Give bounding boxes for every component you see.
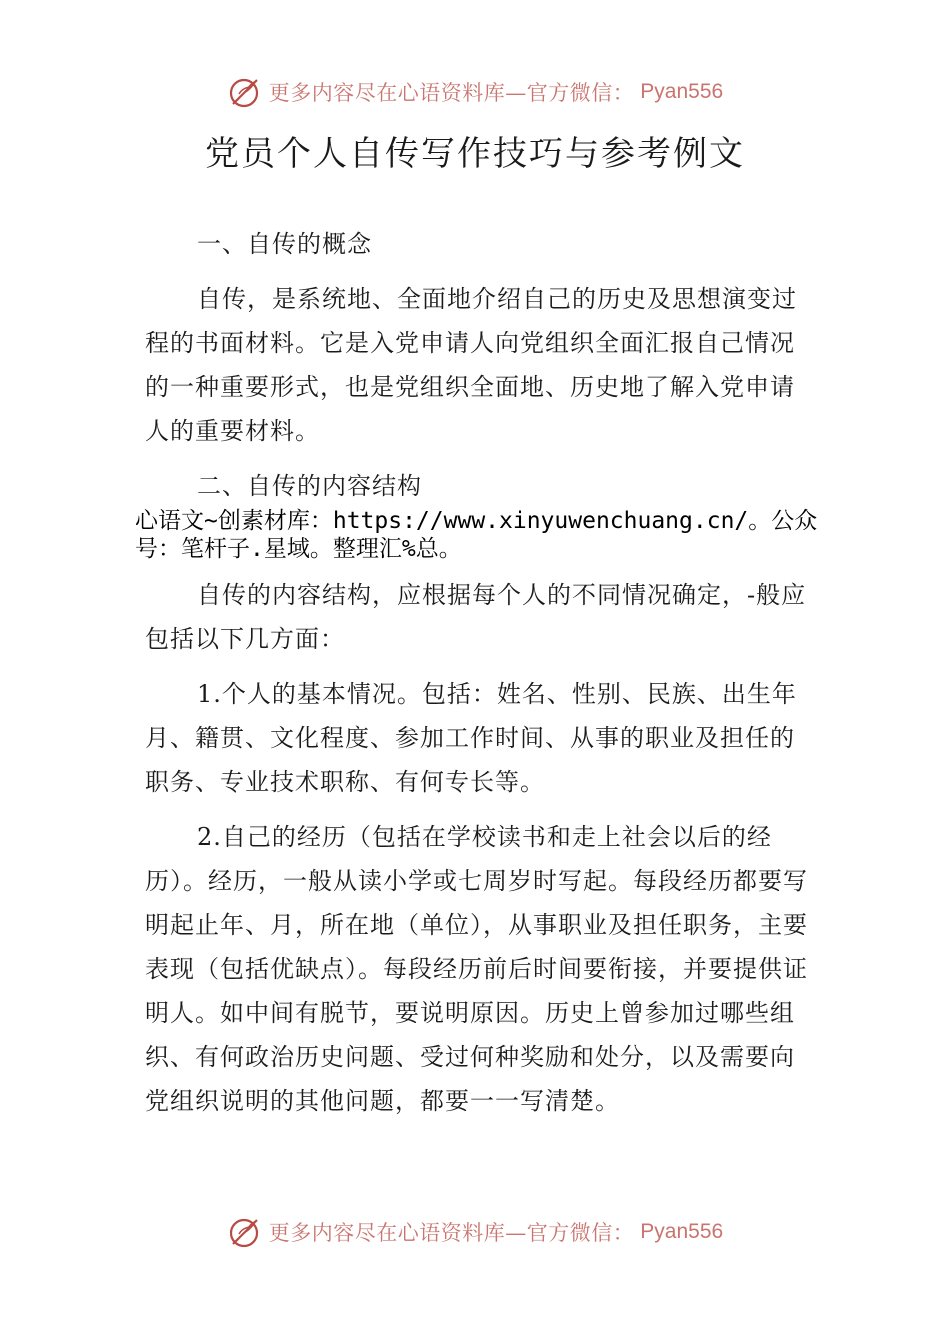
paragraph-concept: 自传，是系统地、全面地介绍自己的历史及思想演变过程的书面材料。它是入党申请人向党组织全面汇报自己情况的一种重要形式，也是党组织全面地、历史地了解入党申请人的重要材料。 — [145, 285, 797, 445]
banner-text: 更多内容尽在心语资料库—官方微信： — [268, 1221, 635, 1245]
banner-wechat-id: Pyan556 — [640, 1220, 724, 1243]
section-heading-concept: 一、自传的概念 — [197, 230, 372, 258]
list-item-basic-info: 1.个人的基本情况。包括：姓名、性别、民族、出生年月、籍贯、文化程度、参加工作时间、从事的职业及担任的职务、专业技术职称、有何专长等。 — [145, 680, 797, 796]
document-title: 党员个人自传写作技巧与参考例文 — [205, 134, 745, 174]
quill-logo-icon — [227, 1214, 263, 1250]
list-item-experience: 2.自己的经历（包括在学校读书和走上社会以后的经历）。经历，一般从读小学或七周岁时写起。每段经历都要写明起止年、月，所在地（单位），从事职业及担任职务，主要表现（包括优缺点）。每段经历前后时间要衔接，并要提供证明人。如中间有脱节，要说明原因。历史上曾参加过哪些组织、有何政治历史问题、受过何种奖励和处分，以及需要向党组织说明的其他问题，都要一一写清楚。 — [145, 823, 808, 1115]
banner-wechat-id: Pyan556 — [640, 80, 724, 103]
header-banner — [0, 72, 950, 112]
quill-logo-icon — [227, 74, 263, 110]
paragraph-structure: 自传的内容结构，应根据每个人的不同情况确定，-般应包括以下几方面： — [145, 581, 807, 653]
banner-text: 更多内容尽在心语资料库—官方微信： — [268, 81, 635, 105]
footer-banner — [0, 1212, 950, 1252]
section-heading-structure: 二、自传的内容结构 — [197, 472, 422, 500]
document-body — [135, 222, 818, 1134]
watermark-text: 心语文~创素材库：https://www.xinyuwenchuang.cn/。公众号：笔杆子.星域。整理汇%总。 — [135, 508, 818, 562]
